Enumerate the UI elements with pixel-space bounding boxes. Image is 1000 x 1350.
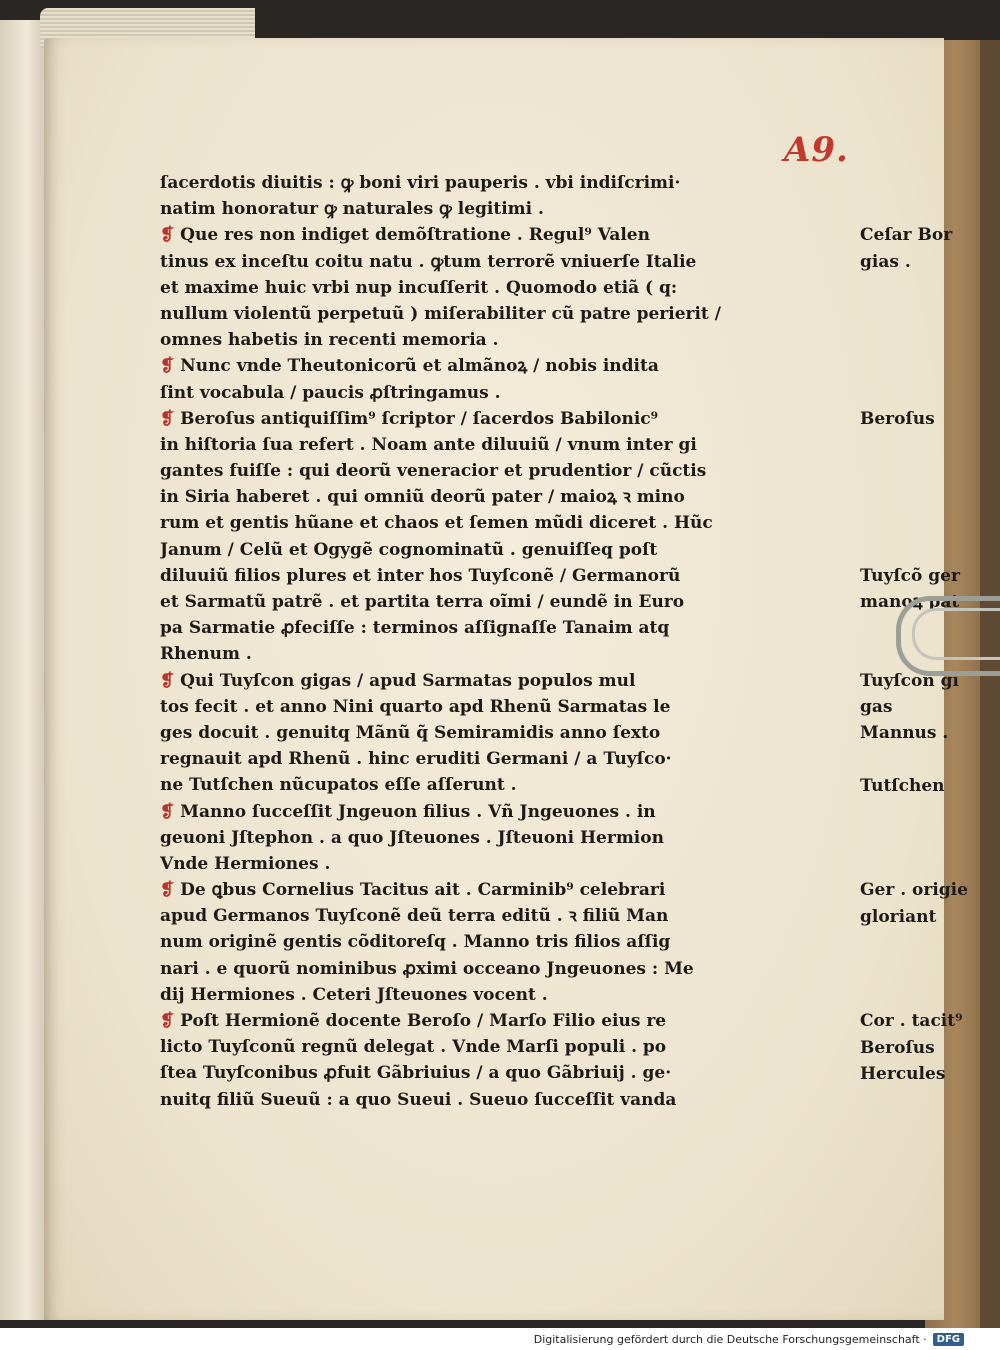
margin-note: Beroſus bbox=[860, 1037, 935, 1058]
text-line: et Sarmatũ patrẽ . et partita terra oĩmi / eundẽ in Euro bbox=[160, 592, 685, 612]
text-line: pa Sarmatie ꝓfeciſſe : terminos aſſignaſſe Tanaim atq bbox=[160, 618, 670, 639]
text-line: ❡ Beroſus antiquiſſim⁹ ſcriptor / ſacerdos Babilonic⁹ bbox=[160, 408, 659, 429]
text-line: ſtea Tuyſconibus ꝓfuit Gãbriuius / a quo Gãbriuij . ge· bbox=[160, 1063, 672, 1084]
margin-note: Ger . origie bbox=[860, 880, 968, 901]
text-line: Rhenum . bbox=[160, 644, 252, 665]
text-line: ne Tutſchen nũcupatos eſſe aſſerunt . bbox=[160, 775, 517, 796]
paragraph-mark: ❡ bbox=[160, 670, 175, 691]
text-line: geuoni Jſtephon . a quo Jſteuones . Jſteuoni Hermion bbox=[160, 827, 664, 848]
folio-number: A9. bbox=[784, 130, 849, 170]
paragraph-mark: ❡ bbox=[160, 408, 175, 429]
text-line: rum et gentis hũane et chaos et ſemen mũdi diceret . Hũc bbox=[160, 513, 713, 534]
text-line: nullum violentũ perpetuũ ) miſerabiliter cũ patre perierit / bbox=[160, 303, 721, 324]
binding-edge bbox=[980, 40, 1000, 1328]
text-line: natim honoratur ꝙ naturales ꝙ legitimi . bbox=[160, 199, 544, 220]
text-line: licto Tuyſconũ regnũ delegat . Vnde Marſi populi . po bbox=[160, 1037, 667, 1058]
margin-note: gas bbox=[860, 697, 893, 717]
text-line: dij Hermiones . Ceteri Jſteuones vocent . bbox=[160, 984, 548, 1005]
text-line: ges docuit . genuitq Mãnũ q̃ Semiramidis anno ſexto bbox=[160, 722, 661, 743]
text-line: in hiſtoria ſua refert . Noam ante diluuiũ / vnum inter gi bbox=[160, 434, 697, 455]
text-line: ❡ Nunc vnde Theutonicorũ et almãnoꝝ / nobis indita bbox=[160, 356, 659, 377]
text-line: ſacerdotis diuitis : ꝙ boni viri pauperis . vbi indiſcrimi· bbox=[160, 173, 681, 193]
text-line: et maxime huic vrbi nup incuſſerit . Quomodo etiã ( q: bbox=[160, 277, 678, 298]
paragraph-mark: ❡ bbox=[160, 225, 175, 246]
text-line: gantes fuiſſe : qui deorũ veneracior et prudentior / cũctis bbox=[160, 461, 707, 482]
margin-note: Cor . tacit⁹ bbox=[860, 1011, 963, 1032]
margin-note: Tuyſcõ ger bbox=[860, 566, 960, 586]
paragraph-mark: ❡ bbox=[160, 801, 175, 822]
dfg-logo: DFG bbox=[933, 1333, 964, 1346]
text-line: nuitq filiũ Sueuũ : a quo Sueui . Sueuo ſucceſſit vanda bbox=[160, 1089, 677, 1110]
text-line: regnauit apd Rhenũ . hinc eruditi Germani / a Tuyſco· bbox=[160, 749, 672, 770]
footer-credit: Digitalisierung gefördert durch die Deutsche Forschungsgemeinschaft · bbox=[533, 1333, 927, 1346]
text-line: Vnde Hermiones . bbox=[160, 853, 331, 874]
text-line: in Siria haberet . qui omniũ deorũ pater / maioꝝ ꝛ mino bbox=[160, 487, 685, 508]
margin-note: Mannus . bbox=[860, 723, 949, 744]
paragraph-mark: ❡ bbox=[160, 1011, 175, 1031]
paragraph-mark: ❡ bbox=[160, 880, 175, 901]
margin-note: Tutſchen bbox=[860, 775, 945, 796]
text-line: Janum / Celũ et Ogygẽ cognominatũ . genuiſſeq poſt bbox=[160, 539, 658, 560]
body-text-block bbox=[160, 170, 968, 1113]
book-page bbox=[44, 38, 968, 1320]
margin-note: gias . bbox=[860, 251, 911, 272]
text-line: omnes habetis in recenti memoria . bbox=[160, 330, 499, 351]
text-line: ❡ Manno ſucceſſit Jngeuon filius . Vñ Jngeuones . in bbox=[160, 801, 656, 822]
text-line: ❡ De ꝗbus Cornelius Tacitus ait . Carminib⁹ celebrari bbox=[160, 880, 666, 901]
text-line: ❡ Que res non indiget demõſtratione . Regul⁹ Valen bbox=[160, 225, 650, 246]
facing-page-edge bbox=[0, 20, 48, 1320]
margin-note: Beroſus bbox=[860, 408, 935, 429]
margin-note: Tuyſcon gi bbox=[860, 670, 959, 691]
text-line: ſint vocabula / paucis ꝓſtringamus . bbox=[160, 382, 501, 403]
text-line: tinus ex inceſtu coitu natu . ꝙtum terrorẽ vniuerſe Italie bbox=[160, 251, 697, 272]
paragraph-mark: ❡ bbox=[160, 356, 175, 377]
margin-note: Ceſar Bor bbox=[860, 225, 953, 246]
text-line: ❡ Qui Tuyſcon gigas / apud Sarmatas populos mul bbox=[160, 670, 636, 691]
text-line: num originẽ gentis cõditoreſq . Manno tris filios aſſig bbox=[160, 932, 671, 953]
margin-note: manoꝝ pat bbox=[860, 592, 960, 613]
margin-note: gloriant bbox=[860, 906, 937, 927]
text-line: diluuiũ filios plures et inter hos Tuyſconẽ / Germanorũ bbox=[160, 565, 681, 586]
footer bbox=[534, 1333, 964, 1346]
text-line: nari . e quorũ nominibus ꝓximi occeano Jngeuones : Me bbox=[160, 958, 694, 979]
text-line: ❡ Poſt Hermionẽ docente Beroſo / Marſo Filio eius re bbox=[160, 1011, 667, 1031]
text-line: apud Germanos Tuyſconẽ deũ terra editũ . ꝛ filiũ Man bbox=[160, 906, 669, 927]
paper-clip-inner bbox=[912, 608, 1000, 660]
text-line: tos fecit . et anno Nini quarto apd Rhenũ Sarmatas le bbox=[160, 696, 671, 717]
margin-note: Hercules bbox=[860, 1063, 946, 1084]
